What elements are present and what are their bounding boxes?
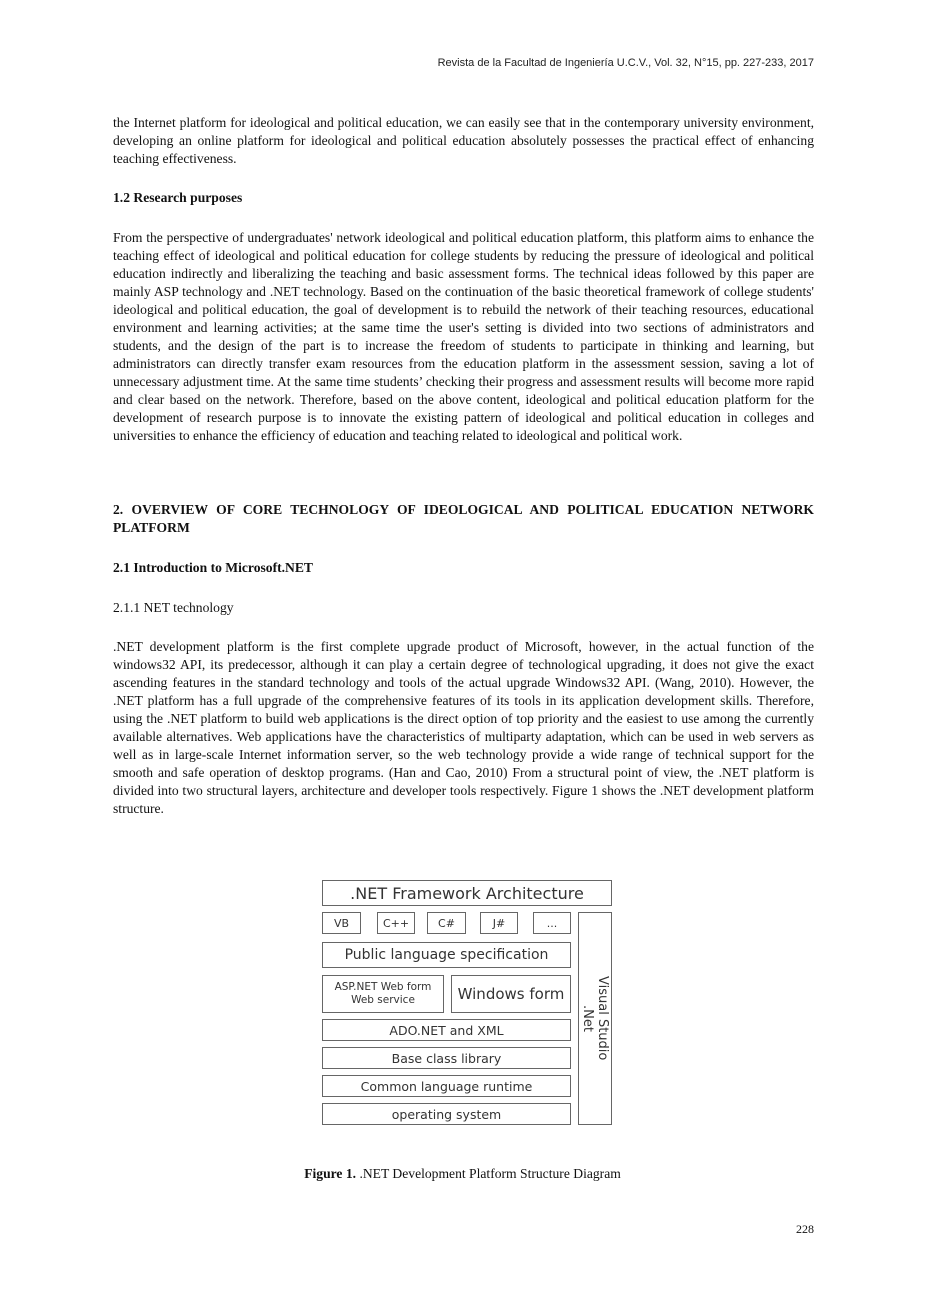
paragraph-net-technology: .NET development platform is the first complete upgrade product of Microsoft, however, in the actual function of the windows32 API, its predecessor, although it can play a certain degree of technological upgrading, it does not give the exact ascending features in the standard technology and tools of the actual upgrade Windows32 API. (Wang, 2010). However, the .NET platform has a full upgrade of the comprehensive features of its tools in its application development skills. Therefore, using the .NET platform to build web applications is the direct option of top priority and the easiest to use among the currently available alternatives. Web applications have the characteristics of multiparty adaptation, which can be used in web servers as well as in large-scale Internet information server, so the web technology provide a wide range of technical support for the smooth and safe operation of desktop programs. (Han and Cao, 2010) From a structural point of view, the .NET platform is divided into two structural layers, architecture and developer tools respectively. Figure 1 shows the .NET development platform structure. [113,639,814,816]
aspnet-box [322,975,444,1013]
figure-caption-text: .NET Development Platform Structure Diagram [356,1166,621,1181]
web-service-label: Web service [351,994,415,1006]
ado-net-xml-box: ADO.NET and XML [322,1019,571,1041]
visual-studio-label: Visual Studio .Net [580,976,610,1061]
language-box-csharp: C# [427,912,466,934]
visual-studio-box [578,912,612,1125]
aspnet-label: ASP.NET Web form [334,981,432,993]
heading-core-technology: 2. OVERVIEW OF CORE TECHNOLOGY OF IDEOLOGICAL AND POLITICAL EDUCATION NETWORK PLATFORM [113,502,814,535]
heading-research-purposes: 1.2 Research purposes [113,190,243,205]
running-header: Revista de la Facultad de Ingeniería U.C.V., Vol. 32, N°15, pp. 227-233, 2017 [437,57,814,69]
windows-form-box: Windows form [451,975,571,1013]
language-box-cpp: C++ [377,912,415,934]
figure-caption-label: Figure 1. [304,1166,357,1181]
paragraph-intro-continuation: the Internet platform for ideological and political education, we can easily see that in the contemporary university environment, developing an online platform for ideological and political education absolutely possesses the practical effect of enhancing teaching effectiveness. [113,115,814,166]
net-architecture-diagram [322,880,612,1126]
common-language-runtime-box: Common language runtime [322,1075,571,1097]
diagram-title-box: .NET Framework Architecture [322,880,612,906]
paragraph-research-purposes: From the perspective of undergraduates' network ideological and political education platform, this platform aims to enhance the teaching effect of ideological and political education for college students by reducing the pressure of ideological and political education indirectly and liberalizing the teaching and basic assessment forms. The technical ideas followed by this paper are mainly ASP technology and .NET technology. Based on the continuation of the basic theoretical framework of college students' ideological and political education, the goal of development is to rebuild the network of their teaching resources, educational environment and learning activities; at the same time the user's setting is divided into two sections of administrators and students, and the design of the part is to increase the freedom of students to participate in thinking and learning, but administrators can directly transfer exam resources from the education platform in the assessment session, saving a lot of unnecessary adjustment time. At the same time students’ checking their progress and assessment results will become more rapid and clear based on the network. Therefore, based on the above content, ideological and political education platform for the development of research purpose is to innovate the existing pattern of ideological and political education in colleges and universities to enhance the efficiency of education and teaching related to ideological and political work. [113,230,814,443]
language-box-vb: VB [322,912,361,934]
operating-system-box: operating system [322,1103,571,1125]
language-box-jsharp: J# [480,912,518,934]
base-class-library-box: Base class library [322,1047,571,1069]
heading-microsoft-net: 2.1 Introduction to Microsoft.NET [113,560,314,575]
language-box-ellipsis: ... [533,912,571,934]
public-language-spec-box: Public language specification [322,942,571,968]
figure-caption [0,1166,925,1182]
subheading-net-technology: 2.1.1 NET technology [113,600,234,615]
page-number: 228 [796,1222,814,1236]
